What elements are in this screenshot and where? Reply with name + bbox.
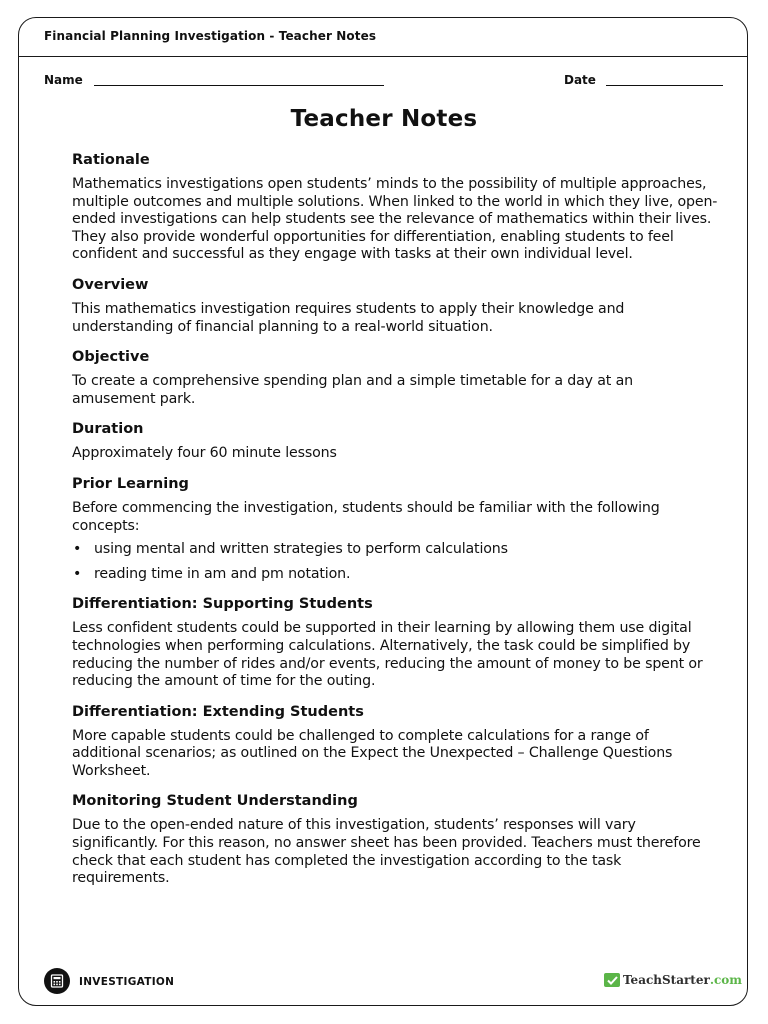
section-body: Mathematics investigations open students’ minds to the possibility of multiple approaches, multiple outcomes and multiple solutions. When linked to the world in which they live, open-ended investigations can help students see the relevance of mathematics within their lives. They also provide wonderful opportunities for differentiation, enabling students to feel confident and successful as they engage with tasks at their own individual level. <box>72 176 718 263</box>
list-item <box>72 566 720 584</box>
page-title: Teacher Notes <box>290 106 478 132</box>
section-heading: Objective <box>72 349 150 366</box>
checkmark-icon <box>604 973 620 987</box>
section-heading: Rationale <box>72 152 150 168</box>
list-item-text: using mental and written strategies to perform calculations <box>94 541 508 558</box>
name-label: Name <box>44 73 83 87</box>
section-body: Less confident students could be supported in their learning by allowing them use digital technologies when performing calculations. Alternatively, the task could be simplified by reducing the number of rides and/or events, reducing the amount of money to be spent or reducing the amount of time for the outing. <box>72 620 703 690</box>
section-overview <box>72 276 720 336</box>
section-body: Before commencing the investigation, students should be familiar with the following concepts: <box>72 499 660 534</box>
section-objective <box>72 348 720 408</box>
section-heading: Monitoring Student Understanding <box>72 793 358 810</box>
section-prior-learning <box>72 475 720 583</box>
section-duration <box>72 420 720 463</box>
header-bar <box>19 18 747 57</box>
bullet-marker: • <box>73 541 82 558</box>
content <box>72 151 720 900</box>
section-heading: Differentiation: Extending Students <box>72 703 364 720</box>
footer-label: INVESTIGATION <box>79 976 175 988</box>
section-body: Due to the open-ended nature of this investigation, students’ responses will vary significantly. For this reason, no answer sheet has been provided. Teachers must therefore check that each student has completed the investigation according to the task requirements. <box>72 817 701 887</box>
section-heading: Duration <box>72 421 144 438</box>
section-rationale <box>72 151 720 264</box>
section-body: More capable students could be challenged to complete calculations for a range of additional scenarios; as outlined on the Expect the Unexpected – Challenge Questions Worksheet. <box>72 727 673 779</box>
section-body: This mathematics investigation requires students to apply their knowledge and understanding of financial planning to a real-world situation. <box>72 300 625 335</box>
header-title: Financial Planning Investigation - Teacher Notes <box>44 29 377 43</box>
date-field-line[interactable] <box>606 85 723 86</box>
name-date-row <box>44 72 724 92</box>
section-heading: Prior Learning <box>72 475 189 492</box>
section-supporting-students <box>72 595 720 690</box>
section-heading: Differentiation: Supporting Students <box>72 596 373 613</box>
section-monitoring <box>72 792 720 887</box>
brand-name: TeachStarter <box>623 973 710 987</box>
bullet-list <box>72 541 720 583</box>
name-field-line[interactable] <box>94 85 384 86</box>
calculator-icon <box>44 968 70 994</box>
bullet-marker: • <box>73 565 82 582</box>
list-item-text: reading time in am and pm notation. <box>94 565 351 582</box>
brand-domain: .com <box>709 973 742 987</box>
section-extending-students <box>72 703 720 781</box>
list-item <box>72 541 720 559</box>
section-heading: Overview <box>72 276 149 293</box>
section-body: To create a comprehensive spending plan and a simple timetable for a day at an amusement park. <box>72 373 633 407</box>
section-body: Approximately four 60 minute lessons <box>72 445 337 462</box>
brand-logo <box>604 973 742 987</box>
date-label: Date <box>564 73 596 87</box>
